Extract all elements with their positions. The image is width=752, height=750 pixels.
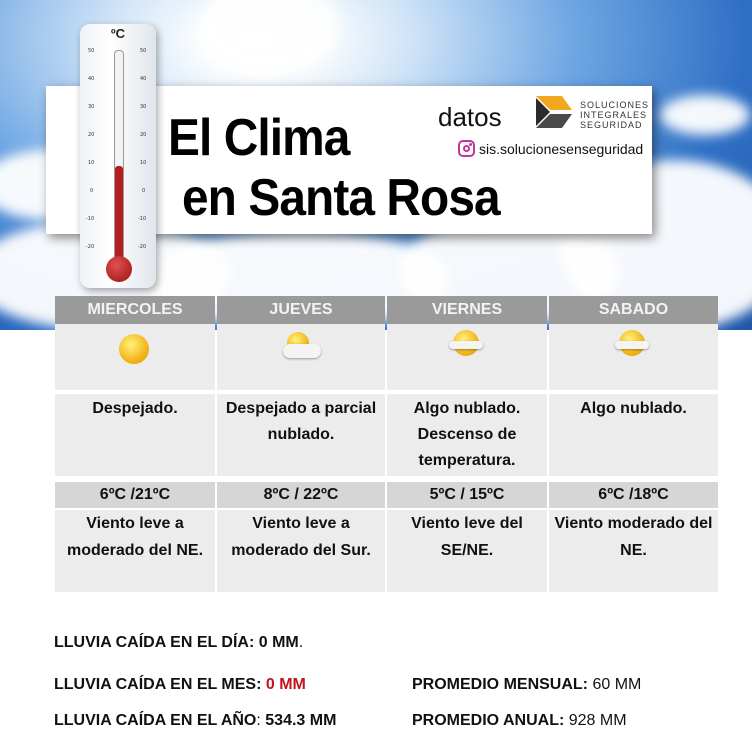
cloud-icon — [283, 344, 321, 358]
forecast-column — [387, 296, 547, 592]
weather-icon-cell — [55, 324, 215, 390]
instagram-handle: sis.solucionesenseguridad — [479, 141, 644, 157]
monthly-average-label: PROMEDIO MENSUAL: — [412, 676, 588, 693]
wind-info: Viento moderado del NE. — [549, 510, 718, 592]
weather-description: Algo nublado. Descenso de temperatura. — [387, 394, 547, 476]
monthly-average-value: 60 MM — [592, 676, 642, 693]
weather-description: Algo nublado. — [549, 394, 718, 476]
day-header: JUEVES — [217, 296, 385, 324]
rain-day-label: LLUVIA CAÍDA EN EL DÍA: — [54, 634, 255, 651]
rain-year-stat: LLUVIA CAÍDA EN EL AÑO: 534.3 MM — [54, 712, 337, 729]
thermometer-icon: ºC 50 50 40 40 30 30 20 20 10 10 0 0 -10 -10 -20 -20 — [80, 24, 156, 288]
wind-info: Viento leve del SE/NE. — [387, 510, 547, 592]
cloud-icon — [449, 341, 483, 349]
title-line-2: en Santa Rosa — [182, 169, 500, 227]
weather-icon-cell — [549, 324, 718, 390]
rain-year-label: LLUVIA CAÍDA EN EL AÑO — [54, 712, 257, 729]
temperature-range: 5ºC / 15ºC — [387, 482, 547, 508]
annual-average-label: PROMEDIO ANUAL: — [412, 712, 565, 729]
company-logo-text: SOLUCIONES INTEGRALES SEGURIDAD — [580, 100, 650, 130]
rain-month-label: LLUVIA CAÍDA EN EL MES: — [54, 676, 262, 693]
weather-icon-cell — [217, 324, 385, 390]
forecast-column — [55, 296, 215, 592]
rain-day-value: 0 MM — [258, 634, 299, 651]
datos-label: datos — [438, 102, 502, 132]
day-header: SABADO — [549, 296, 718, 324]
rain-day-stat: LLUVIA CAÍDA EN EL DÍA: 0 MM. — [54, 634, 304, 651]
company-logo-icon — [532, 90, 576, 134]
wind-info: Viento leve a moderado del NE. — [55, 510, 215, 592]
forecast-table — [55, 296, 718, 592]
sun-icon — [119, 334, 149, 364]
annual-average-stat — [412, 712, 627, 730]
rain-month-stat — [54, 676, 306, 694]
rain-month-value: 0 MM — [265, 676, 306, 693]
day-header: VIERNES — [387, 296, 547, 324]
title-line-1: El Clima — [168, 109, 350, 167]
monthly-average-stat — [412, 676, 641, 694]
instagram-icon — [458, 140, 475, 157]
cloud-shape — [660, 95, 750, 135]
weather-description: Despejado. — [55, 394, 215, 476]
thermometer-unit: ºC — [110, 26, 126, 41]
day-header: MIERCOLES — [55, 296, 215, 324]
cloud-icon — [615, 341, 649, 349]
forecast-column — [549, 296, 718, 592]
forecast-column — [217, 296, 385, 592]
temperature-range: 6ºC /18ºC — [549, 482, 718, 508]
wind-info: Viento leve a moderado del Sur. — [217, 510, 385, 592]
weather-icon-cell — [387, 324, 547, 390]
annual-average-value: 928 MM — [568, 712, 627, 729]
temperature-range: 6ºC /21ºC — [55, 482, 215, 508]
weather-description: Despejado a parcial nublado. — [217, 394, 385, 476]
temperature-range: 8ºC / 22ºC — [217, 482, 385, 508]
rain-year-value: 534.3 MM — [265, 712, 337, 729]
